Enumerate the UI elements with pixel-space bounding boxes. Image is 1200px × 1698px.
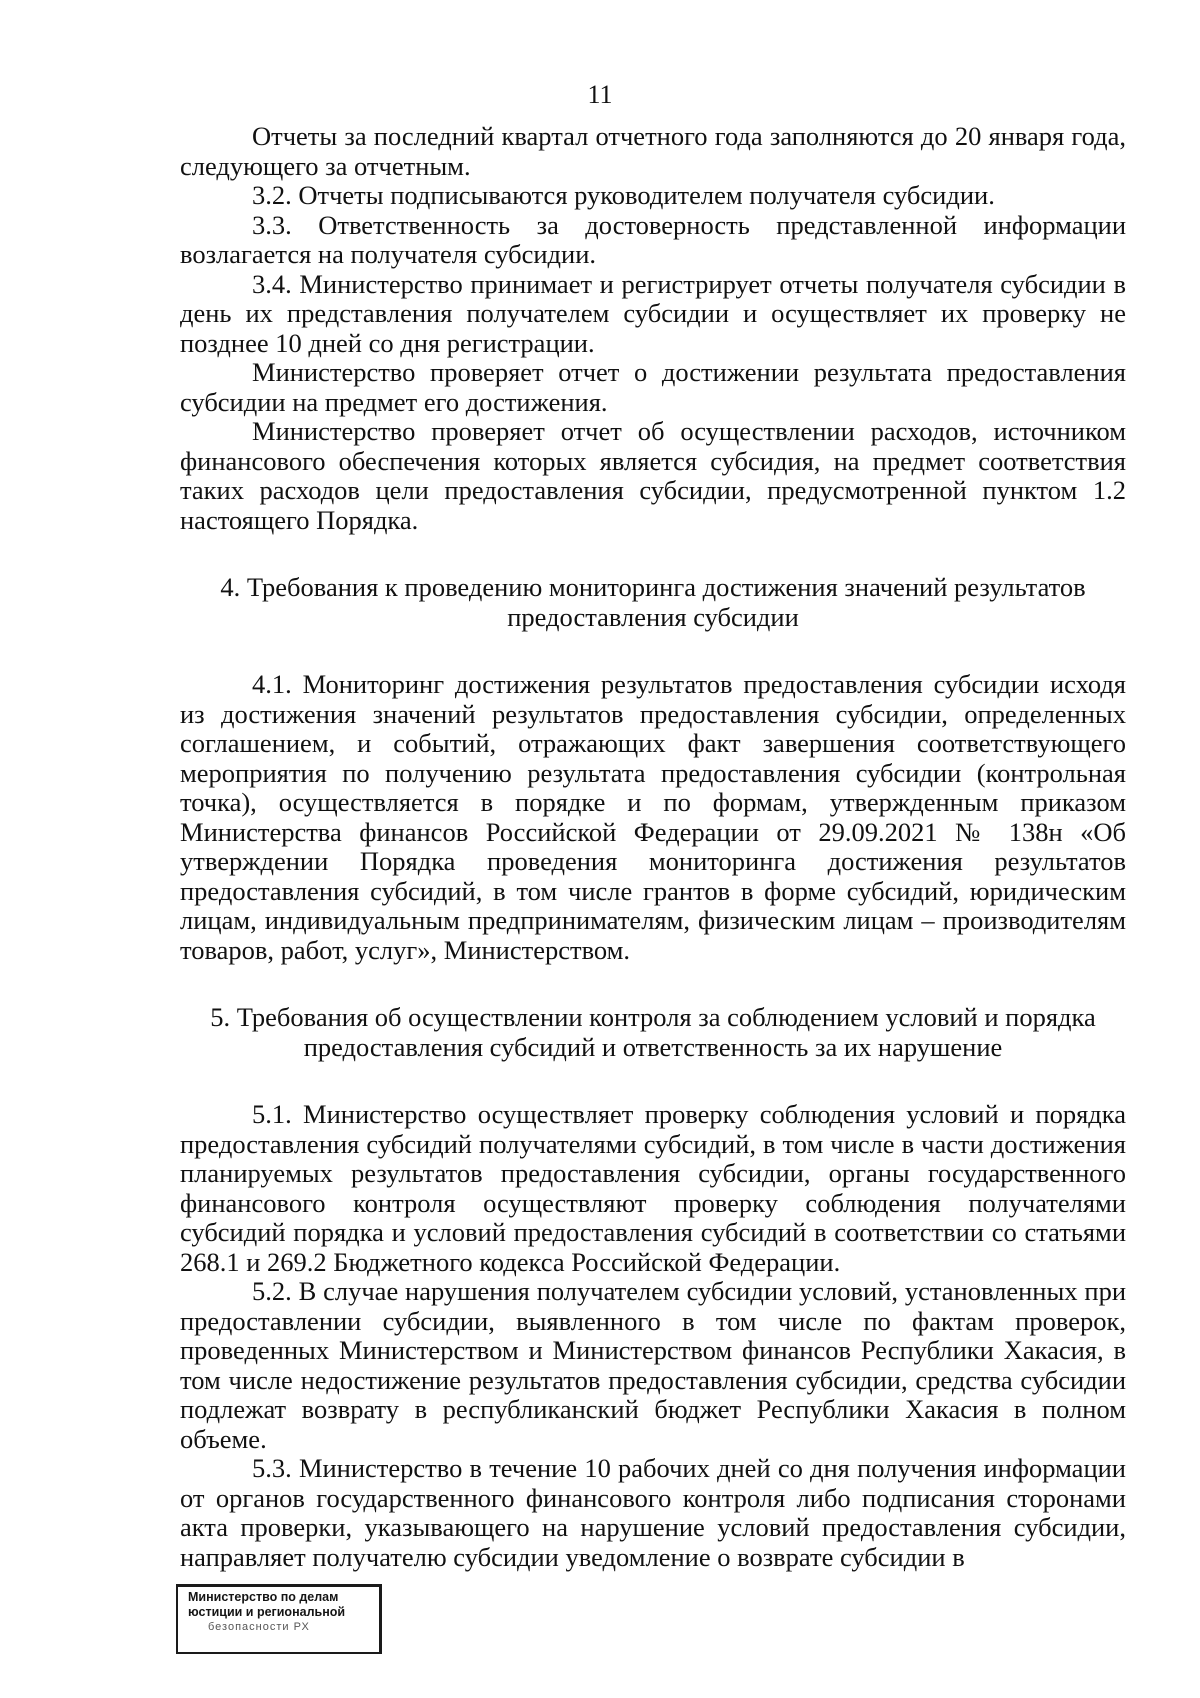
paragraph: 3.3. Ответственность за достоверность представленной информации возлагается на получателя субсидии. [180, 209, 1126, 269]
paragraph: 5.2. В случае нарушения получателем субсидии условий, установленных при предоставлении субсидии, выявленного в том числе по фактам проверок, проведенных Министерством и Министерством финансов Республики Хакасия, в том числе недостижение результатов предоставления субсидии, средства субсидии подлежат возврату в республиканский бюджет Республики Хакасия в полном объеме. [180, 1276, 1126, 1454]
paragraph: 5.3. Министерство в течение 10 рабочих дней со дня получения информации от органов государственного финансового контроля либо подписания сторонами акта проверки, указывающего на нарушение условий предоставления субсидии, направляет получателю субсидии уведомление о возврате субсидии в [180, 1453, 1126, 1572]
paragraph: 3.2. Отчеты подписываются руководителем получателя субсидии. [252, 180, 995, 210]
section-4-body [180, 670, 1126, 965]
document-body [180, 122, 1126, 1572]
stamp-line: безопасности РХ [208, 1621, 310, 1633]
heading-line: 4. Требования к проведению мониторинга достижения значений результатов [220, 572, 1086, 602]
section-3-continuation [180, 122, 1126, 535]
stamp-line: юстиции и региональной [188, 1605, 346, 1619]
paragraph: Министерство проверяет отчет об осуществлении расходов, источником финансового обеспечения которых является субсидия, на предмет соответствия таких расходов цели предоставления субсидии, предусмотренной пунктом 1.2 настоящего Порядка. [180, 416, 1126, 535]
section-5-body [180, 1100, 1126, 1572]
stamp-line: Министерство по делам [188, 1590, 339, 1604]
paragraph: 5.1. Министерство осуществляет проверку соблюдения условий и порядка предоставления субсидий получателями субсидий, в том числе в части достижения планируемых результатов предоставления субсидии, органы государственного финансового контроля осуществляют проверку соблюдения получателями субсидий порядка и условий предоставления субсидий в соответствии со статьями 268.1 и 269.2 Бюджетного кодекса Российской Федерации. [180, 1099, 1126, 1277]
section-4-heading [180, 573, 1126, 632]
paragraph: 3.4. Министерство принимает и регистрирует отчеты получателя субсидии в день их представления получателем субсидии и осуществляет их проверку не позднее 10 дней со дня регистрации. [180, 268, 1126, 358]
heading-line: предоставления субсидии [507, 601, 799, 632]
heading-line: 5. Требования об осуществлении контроля за соблюдением условий и порядка [210, 1002, 1096, 1032]
paragraph: Министерство проверяет отчет о достижении результата предоставления субсидии на предмет его достижения. [180, 357, 1126, 417]
page-number: 11 [587, 80, 613, 109]
section-5-heading [180, 1003, 1126, 1062]
heading-line: предоставления субсидий и ответственность за их нарушение [303, 1031, 1003, 1062]
paragraph: 4.1. Мониторинг достижения результатов предоставления субсидии исходя из достижения значений результатов предоставления субсидии, определенных соглашением, и событий, отражающих факт завершения соответствующего мероприятия по получению результата предоставления субсидии (контрольная точка), осуществляется в порядке и по формам, утвержденным приказом Министерства финансов Российской Федерации от 29.09.2021 № 138н «Об утверждении Порядка проведения мониторинга достижения результатов предоставления субсидий, в том числе грантов в форме субсидий, юридическим лицам, индивидуальным предпринимателям, физическим лицам – производителям товаров, работ, услуг», Министерством. [180, 669, 1126, 965]
registration-stamp [176, 1584, 382, 1654]
paragraph: Отчеты за последний квартал отчетного года заполняются до 20 января года, следующего за отчетным. [180, 121, 1126, 181]
